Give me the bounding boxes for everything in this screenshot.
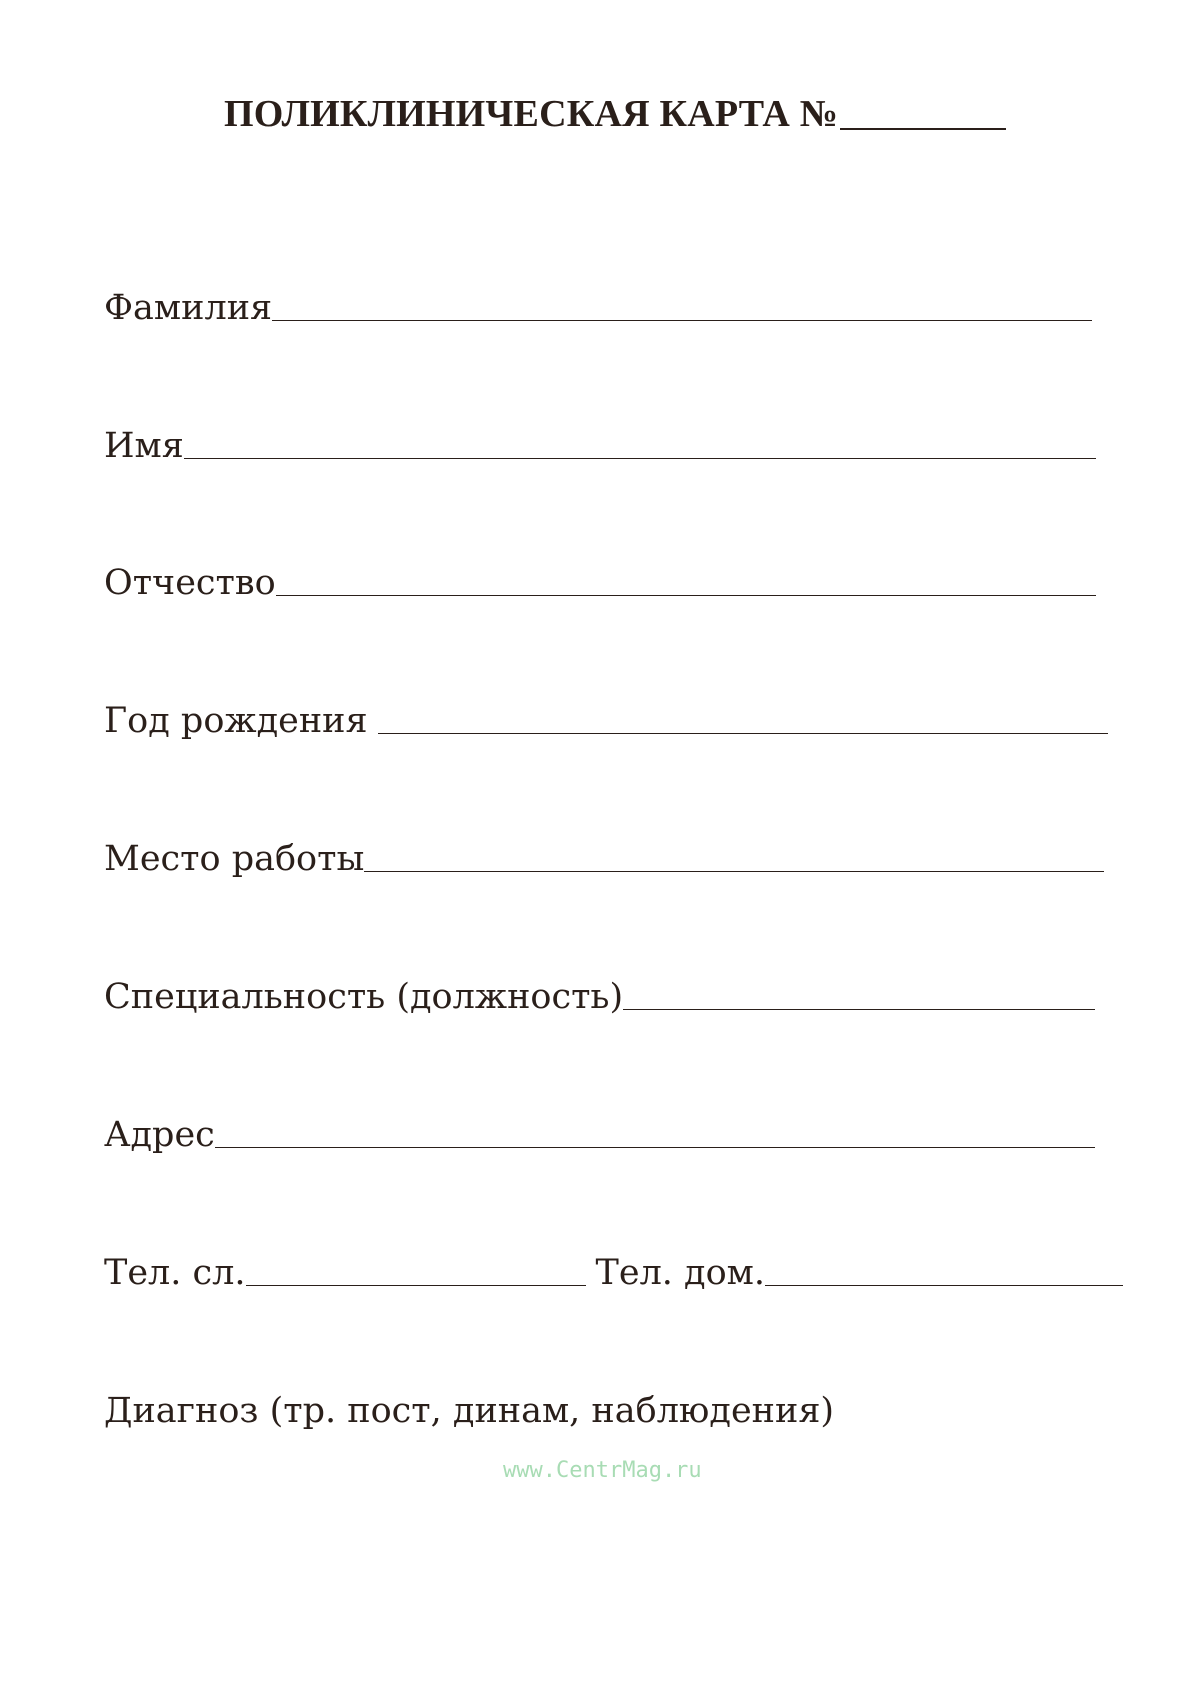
address-line bbox=[215, 1146, 1095, 1148]
watermark: www.CentrMag.ru bbox=[503, 1458, 702, 1483]
workplace-line bbox=[364, 870, 1104, 872]
work-phone-line bbox=[246, 1284, 586, 1286]
field-diagnosis bbox=[104, 1386, 834, 1436]
name-line bbox=[184, 457, 1096, 459]
field-address bbox=[104, 1110, 1095, 1160]
name-label: Имя bbox=[104, 426, 184, 466]
field-birth-year bbox=[104, 696, 1108, 746]
form-title bbox=[224, 92, 1006, 136]
home-phone-label: Тел. дом. bbox=[595, 1253, 766, 1293]
profession-line bbox=[623, 1008, 1095, 1010]
field-profession bbox=[104, 972, 1095, 1022]
work-phone-label: Тел. сл. bbox=[104, 1253, 246, 1293]
patronymic-label: Отчество bbox=[104, 563, 276, 603]
diagnosis-label: Диагноз (тр. пост, динам, наблюдения) bbox=[104, 1391, 835, 1431]
birth-year-label: Год рождения bbox=[104, 701, 368, 741]
field-name bbox=[104, 421, 1096, 471]
field-workplace bbox=[104, 834, 1104, 884]
field-surname bbox=[104, 283, 1092, 333]
home-phone-line bbox=[765, 1284, 1123, 1286]
surname-line bbox=[272, 319, 1092, 321]
patronymic-line bbox=[276, 594, 1096, 596]
card-number-line bbox=[840, 98, 1006, 130]
field-phones bbox=[104, 1248, 1123, 1298]
address-label: Адрес bbox=[104, 1115, 215, 1155]
profession-label: Специальность (должность) bbox=[104, 977, 624, 1017]
workplace-label: Место работы bbox=[104, 839, 365, 879]
field-patronymic bbox=[104, 558, 1096, 608]
birth-year-line bbox=[378, 732, 1108, 734]
form-title-text: ПОЛИКЛИНИЧЕСКАЯ КАРТА № bbox=[224, 93, 839, 135]
surname-label: Фамилия bbox=[104, 288, 273, 328]
